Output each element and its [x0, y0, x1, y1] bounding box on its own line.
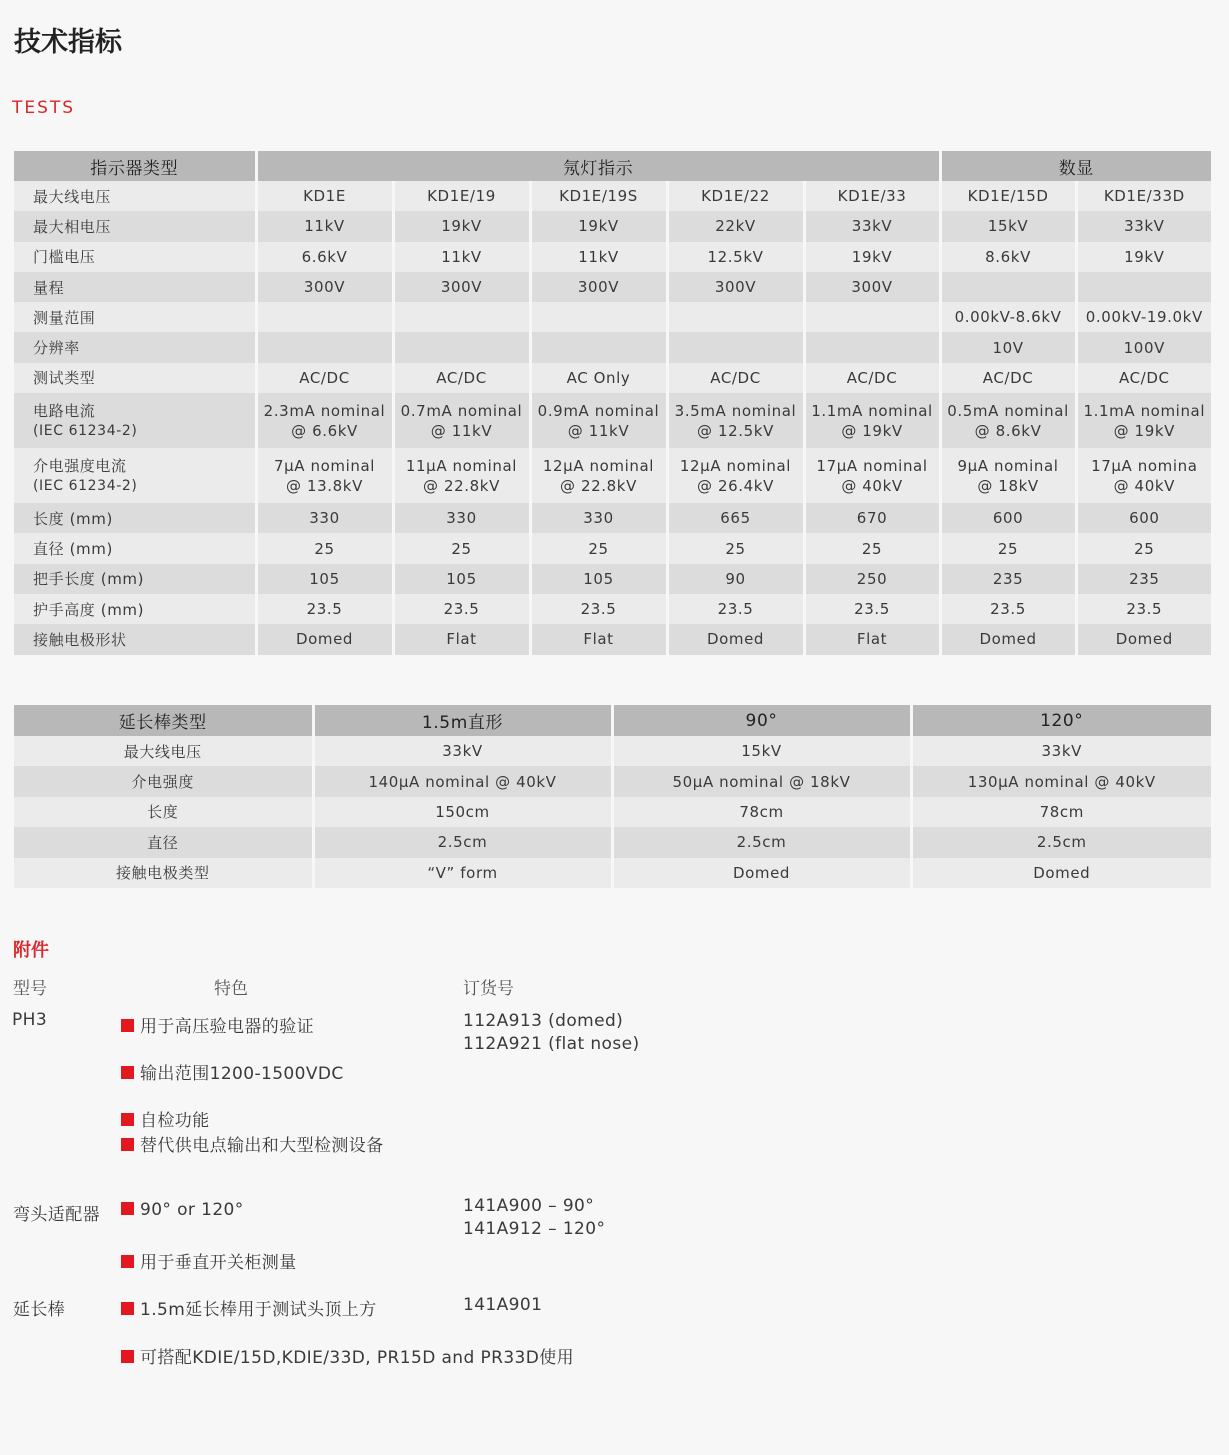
spec-cell: AC Only	[530, 363, 667, 393]
spec-cell: 25	[940, 533, 1076, 563]
spec-cell: KD1E/33D	[1076, 181, 1211, 211]
spec-cell: AC/DC	[667, 363, 804, 393]
spec-cell: 105	[256, 564, 393, 594]
spec-cell: 90	[667, 564, 804, 594]
ext-cell: 50μA nominal @ 18kV	[612, 766, 911, 796]
spec-cell: 19kV	[530, 211, 667, 241]
spec-cell: 22kV	[667, 211, 804, 241]
row-label: 量程	[14, 272, 256, 302]
spec-cell: AC/DC	[393, 363, 530, 393]
row-label: 把手长度 (mm)	[14, 564, 256, 594]
spec-row	[14, 242, 1211, 272]
ext-cell: 78cm	[911, 797, 1211, 827]
ext-row	[14, 858, 1211, 888]
spec-cell: 23.5	[804, 594, 940, 624]
spec-cell: 670	[804, 503, 940, 533]
bullet-icon	[121, 1350, 134, 1363]
ext-cell: “V” form	[313, 858, 612, 888]
spec-cell	[393, 302, 530, 332]
spec-cell: 235	[1076, 564, 1211, 594]
feature-item: 替代供电点输出和大型检测设备	[121, 1131, 384, 1156]
ext-cell: Domed	[612, 858, 911, 888]
spec-cell	[256, 332, 393, 362]
spec-cell: 0.9mA nominal @ 11kV	[530, 393, 667, 448]
ext-row	[14, 827, 1211, 857]
spec-table-header	[14, 151, 1211, 181]
spec-cell: 300V	[667, 272, 804, 302]
spec-cell	[667, 332, 804, 362]
feature-item: 1.5m延长棒用于测试头顶上方	[121, 1295, 377, 1320]
ext-header-cell: 1.5m直形	[313, 705, 612, 736]
spec-row	[14, 181, 1211, 211]
page-title: 技术指标	[14, 27, 122, 58]
spec-cell: 2.3mA nominal @ 6.6kV	[256, 393, 393, 448]
ext-row	[14, 736, 1211, 766]
ext-cell: 130μA nominal @ 40kV	[911, 766, 1211, 796]
ext-row-label: 最大线电压	[14, 736, 313, 766]
header-type-label: 指示器类型	[14, 151, 256, 181]
col-order-heading: 订货号	[463, 979, 514, 999]
row-label: 直径 (mm)	[14, 533, 256, 563]
order-number: 141A901	[463, 1295, 543, 1315]
spec-cell: 19kV	[1076, 242, 1211, 272]
spec-cell: 23.5	[1076, 594, 1211, 624]
order-number: 112A921 (flat nose)	[463, 1034, 640, 1054]
spec-cell: Domed	[667, 624, 804, 654]
ext-row-label: 长度	[14, 797, 313, 827]
spec-cell: KD1E/22	[667, 181, 804, 211]
spec-cell: 0.7mA nominal @ 11kV	[393, 393, 530, 448]
ext-cell: 140μA nominal @ 40kV	[313, 766, 612, 796]
ext-cell: 2.5cm	[313, 827, 612, 857]
spec-cell: 19kV	[393, 211, 530, 241]
spec-cell: 0.00kV-19.0kV	[1076, 302, 1211, 332]
spec-cell	[1076, 272, 1211, 302]
spec-cell: 23.5	[667, 594, 804, 624]
row-label: 分辨率	[14, 332, 256, 362]
spec-cell: 8.6kV	[940, 242, 1076, 272]
feature-item: 自检功能	[121, 1106, 210, 1131]
spec-cell: 11μA nominal @ 22.8kV	[393, 448, 530, 503]
ext-header-cell: 120°	[911, 705, 1211, 736]
accessories-title: 附件	[13, 940, 49, 961]
row-label: 电路电流 (IEC 61234-2)	[14, 393, 256, 448]
row-label: 护手高度 (mm)	[14, 594, 256, 624]
row-label: 介电强度电流 (IEC 61234-2)	[14, 448, 256, 503]
spec-cell: 33kV	[804, 211, 940, 241]
spec-cell: 235	[940, 564, 1076, 594]
order-number: 141A900 – 90°	[463, 1196, 595, 1216]
ext-row-label: 介电强度	[14, 766, 313, 796]
spec-cell	[530, 332, 667, 362]
spec-cell: 11kV	[393, 242, 530, 272]
spec-cell: 9μA nominal @ 18kV	[940, 448, 1076, 503]
spec-row	[14, 448, 1211, 503]
spec-table	[14, 151, 1211, 655]
spec-cell: 330	[530, 503, 667, 533]
spec-cell: AC/DC	[256, 363, 393, 393]
spec-cell: AC/DC	[804, 363, 940, 393]
spec-cell: 25	[530, 533, 667, 563]
spec-cell: 600	[1076, 503, 1211, 533]
bullet-icon	[121, 1255, 134, 1268]
col-model-heading: 型号	[13, 979, 47, 999]
spec-cell: Domed	[1076, 624, 1211, 654]
spec-cell: 3.5mA nominal @ 12.5kV	[667, 393, 804, 448]
spec-cell: 105	[530, 564, 667, 594]
ext-row-label: 接触电极类型	[14, 858, 313, 888]
spec-cell: KD1E/15D	[940, 181, 1076, 211]
accessory-model: 弯头适配器	[13, 1205, 100, 1225]
row-label: 最大线电压	[14, 181, 256, 211]
spec-cell: KD1E/19	[393, 181, 530, 211]
spec-row	[14, 564, 1211, 594]
spec-cell: 17μA nomina @ 40kV	[1076, 448, 1211, 503]
ext-cell: 78cm	[612, 797, 911, 827]
spec-cell: 23.5	[530, 594, 667, 624]
accessory-model: PH3	[12, 1010, 48, 1030]
accessory-model: 延长棒	[13, 1300, 66, 1320]
ext-cell: 2.5cm	[911, 827, 1211, 857]
spec-cell: 1.1mA nominal @ 19kV	[804, 393, 940, 448]
spec-cell: AC/DC	[940, 363, 1076, 393]
spec-cell: 250	[804, 564, 940, 594]
spec-cell: 6.6kV	[256, 242, 393, 272]
feature-item: 用于垂直开关柜测量	[121, 1248, 297, 1273]
spec-cell: 105	[393, 564, 530, 594]
spec-row	[14, 393, 1211, 448]
spec-cell: 12μA nominal @ 26.4kV	[667, 448, 804, 503]
spec-cell: 25	[667, 533, 804, 563]
row-label: 测量范围	[14, 302, 256, 332]
feature-item: 90° or 120°	[121, 1200, 244, 1220]
spec-cell: 665	[667, 503, 804, 533]
bullet-icon	[121, 1202, 134, 1215]
spec-cell	[804, 302, 940, 332]
spec-row	[14, 624, 1211, 654]
feature-item: 输出范围1200-1500VDC	[121, 1059, 344, 1084]
spec-row	[14, 503, 1211, 533]
bullet-icon	[121, 1019, 134, 1032]
spec-cell: KD1E/19S	[530, 181, 667, 211]
spec-row	[14, 363, 1211, 393]
spec-cell: 33kV	[1076, 211, 1211, 241]
spec-cell: 600	[940, 503, 1076, 533]
feature-item: 可搭配KDIE/15D,KDIE/33D, PR15D and PR33D使用	[121, 1343, 574, 1368]
col-feature-heading: 特色	[214, 979, 248, 999]
spec-cell: Flat	[804, 624, 940, 654]
header-group-digital: 数显	[940, 151, 1211, 181]
spec-cell: 25	[393, 533, 530, 563]
spec-cell: 100V	[1076, 332, 1211, 362]
spec-cell: 300V	[530, 272, 667, 302]
spec-cell: 23.5	[256, 594, 393, 624]
spec-cell: 12μA nominal @ 22.8kV	[530, 448, 667, 503]
spec-cell: 11kV	[530, 242, 667, 272]
spec-cell	[940, 272, 1076, 302]
spec-cell	[530, 302, 667, 332]
ext-cell: 15kV	[612, 736, 911, 766]
spec-cell: 7μA nominal @ 13.8kV	[256, 448, 393, 503]
ext-cell: 33kV	[313, 736, 612, 766]
spec-cell: 300V	[393, 272, 530, 302]
bullet-icon	[121, 1066, 134, 1079]
tests-label: TESTS	[12, 98, 76, 118]
spec-cell: 0.5mA nominal @ 8.6kV	[940, 393, 1076, 448]
ext-cell: 33kV	[911, 736, 1211, 766]
spec-cell	[256, 302, 393, 332]
spec-cell: 23.5	[940, 594, 1076, 624]
row-label: 门槛电压	[14, 242, 256, 272]
spec-cell: 330	[256, 503, 393, 533]
spec-row	[14, 302, 1211, 332]
spec-cell: 25	[1076, 533, 1211, 563]
spec-cell: Flat	[530, 624, 667, 654]
order-number: 141A912 – 120°	[463, 1219, 606, 1239]
spec-cell: 15kV	[940, 211, 1076, 241]
row-label: 最大相电压	[14, 211, 256, 241]
bullet-icon	[121, 1302, 134, 1315]
ext-cell: 150cm	[313, 797, 612, 827]
feature-item: 用于高压验电器的验证	[121, 1012, 314, 1037]
spec-cell: 330	[393, 503, 530, 533]
ext-header-cell: 90°	[612, 705, 911, 736]
spec-cell	[393, 332, 530, 362]
bullet-icon	[121, 1138, 134, 1151]
spec-cell: 23.5	[393, 594, 530, 624]
spec-cell	[804, 332, 940, 362]
spec-cell: 10V	[940, 332, 1076, 362]
spec-cell: Flat	[393, 624, 530, 654]
spec-cell: 11kV	[256, 211, 393, 241]
spec-cell: KD1E/33	[804, 181, 940, 211]
spec-cell: 1.1mA nominal @ 19kV	[1076, 393, 1211, 448]
ext-table-header	[14, 705, 1211, 736]
ext-cell: Domed	[911, 858, 1211, 888]
spec-cell: 300V	[804, 272, 940, 302]
ext-row-label: 直径	[14, 827, 313, 857]
bullet-icon	[121, 1113, 134, 1126]
spec-cell: 19kV	[804, 242, 940, 272]
spec-cell: 17μA nominal @ 40kV	[804, 448, 940, 503]
ext-cell: 2.5cm	[612, 827, 911, 857]
spec-cell: Domed	[256, 624, 393, 654]
spec-cell: Domed	[940, 624, 1076, 654]
header-group-neon: 氖灯指示	[256, 151, 940, 181]
spec-cell: 25	[804, 533, 940, 563]
extension-table	[14, 705, 1211, 888]
spec-cell: AC/DC	[1076, 363, 1211, 393]
row-label: 长度 (mm)	[14, 503, 256, 533]
spec-row	[14, 594, 1211, 624]
ext-row	[14, 766, 1211, 796]
order-number: 112A913 (domed)	[463, 1011, 624, 1031]
spec-row	[14, 211, 1211, 241]
spec-row	[14, 332, 1211, 362]
spec-cell: 0.00kV-8.6kV	[940, 302, 1076, 332]
ext-header-cell: 延长棒类型	[14, 705, 313, 736]
spec-cell: 300V	[256, 272, 393, 302]
spec-cell: KD1E	[256, 181, 393, 211]
ext-row	[14, 797, 1211, 827]
spec-cell: 12.5kV	[667, 242, 804, 272]
spec-row	[14, 272, 1211, 302]
spec-cell	[667, 302, 804, 332]
spec-cell: 25	[256, 533, 393, 563]
row-label: 测试类型	[14, 363, 256, 393]
row-label: 接触电极形状	[14, 624, 256, 654]
spec-row	[14, 533, 1211, 563]
